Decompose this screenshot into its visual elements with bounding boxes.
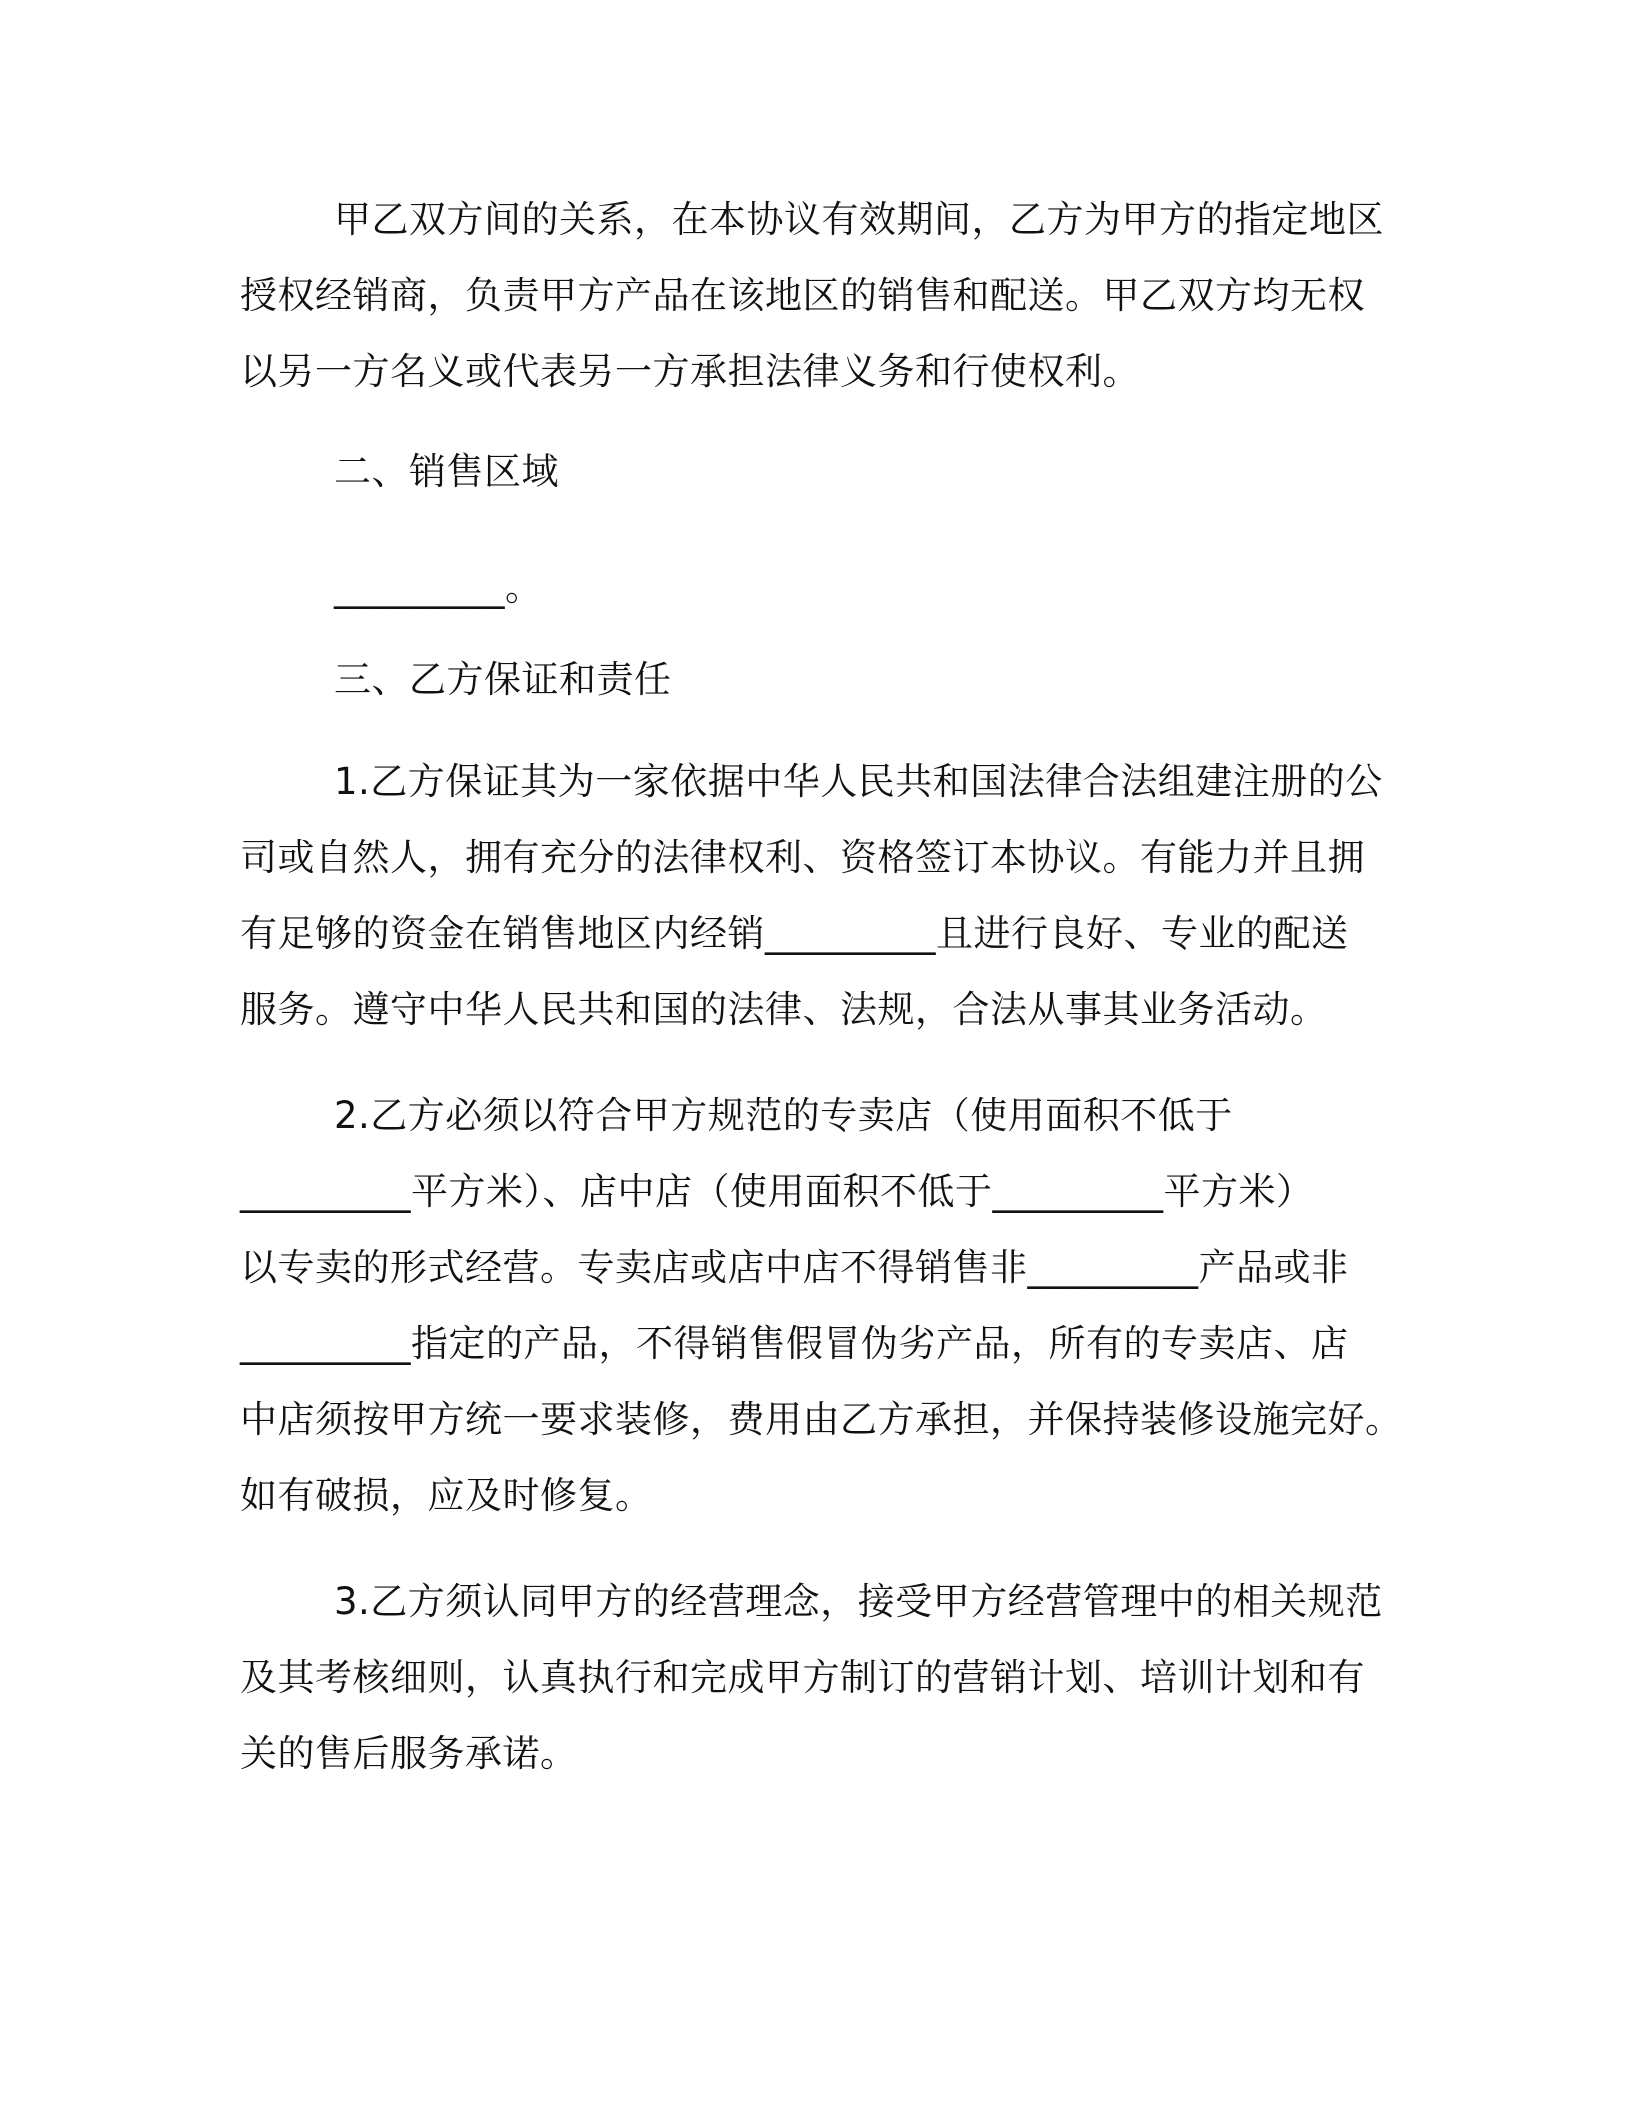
paragraph-line: 有足够的资金在销售地区内经销_________且进行良好、专业的配送 — [240, 912, 1349, 955]
paragraph-line: _________平方米）、店中店（使用面积不低于_________平方米） — [240, 1170, 1314, 1213]
paragraph-line: _________指定的产品，不得销售假冒伪劣产品，所有的专卖店、店 — [240, 1322, 1349, 1365]
paragraph-line: 授权经销商，负责甲方产品在该地区的销售和配送。甲乙双方均无权 — [240, 274, 1365, 317]
paragraph-line: 及其考核细则，认真执行和完成甲方制订的营销计划、培训计划和有 — [240, 1656, 1365, 1699]
paragraph-line: 甲乙双方间的关系，在本协议有效期间，乙方为甲方的指定地区 — [334, 198, 1384, 241]
paragraph-line: 2.乙方必须以符合甲方规范的专卖店（使用面积不低于 — [334, 1094, 1233, 1137]
paragraph-line: 1.乙方保证其为一家依据中华人民共和国法律合法组建注册的公 — [334, 760, 1383, 803]
paragraph-line: 以另一方名义或代表另一方承担法律义务和行使权利。 — [240, 350, 1140, 393]
blank-fill-line: _________。 — [334, 566, 543, 609]
paragraph-line: 关的售后服务承诺。 — [240, 1732, 578, 1775]
paragraph-line: 司或自然人，拥有充分的法律权利、资格签订本协议。有能力并且拥 — [240, 836, 1365, 879]
section-heading: 二、销售区域 — [334, 450, 559, 493]
paragraph-line: 服务。遵守中华人民共和国的法律、法规，合法从事其业务活动。 — [240, 988, 1328, 1031]
paragraph-line: 如有破损，应及时修复。 — [240, 1474, 653, 1517]
paragraph-line: 中店须按甲方统一要求装修，费用由乙方承担，并保持装修设施完好。 — [240, 1398, 1403, 1441]
paragraph-line: 3.乙方须认同甲方的经营理念，接受甲方经营管理中的相关规范 — [334, 1580, 1383, 1623]
section-heading: 三、乙方保证和责任 — [334, 658, 672, 701]
paragraph-line: 以专卖的形式经营。专卖店或店中店不得销售非_________产品或非 — [240, 1246, 1349, 1289]
